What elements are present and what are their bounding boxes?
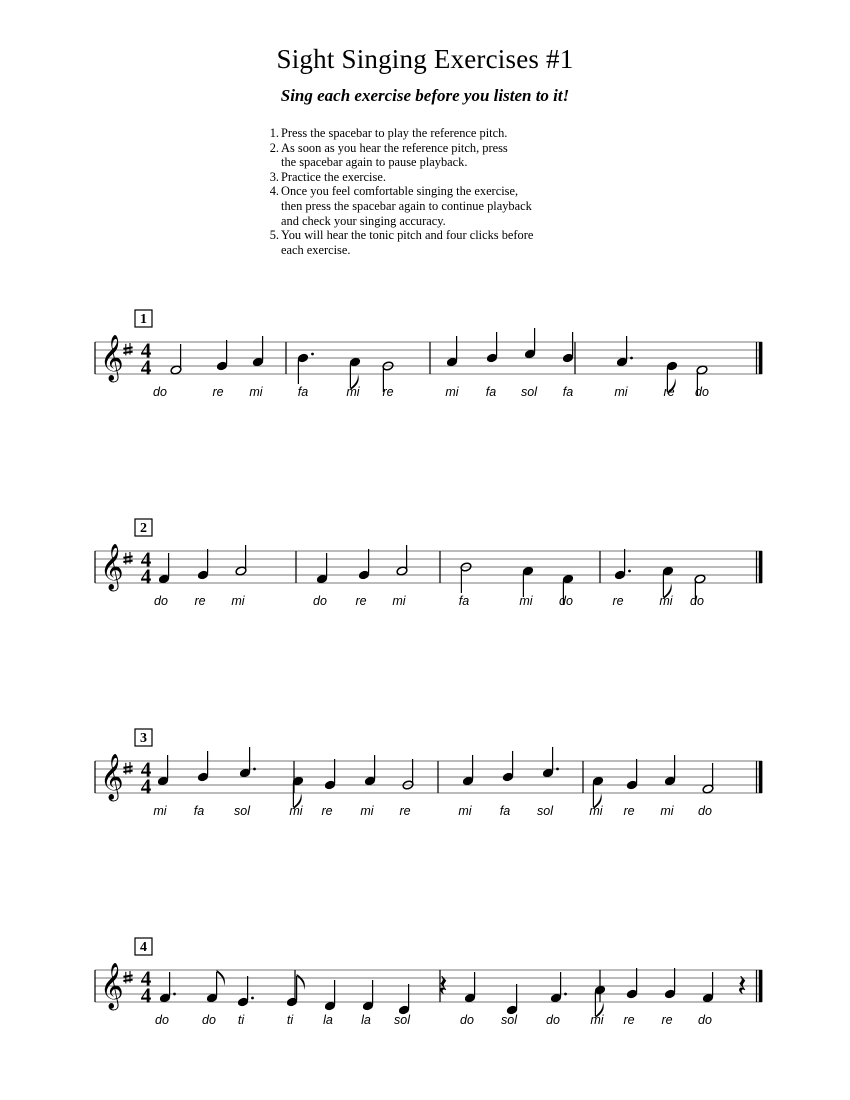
key-signature-sharp <box>123 762 132 774</box>
lyric-syllable: ti <box>237 1013 245 1027</box>
note-quarter <box>462 755 474 786</box>
lyric-syllable: fa <box>499 804 511 818</box>
note-eighth <box>206 970 225 1003</box>
lyric-syllable: do <box>155 1013 169 1027</box>
lyric-row-system-3 <box>153 804 712 818</box>
lyric-syllable: do <box>153 385 167 399</box>
quarter-rest: 𝄽 <box>737 969 747 1004</box>
lyric-syllable: re <box>212 385 224 399</box>
lyric-syllable: mi <box>360 804 374 818</box>
instruction-line: Once you feel comfortable singing the exercise, <box>281 184 519 199</box>
lyric-syllable: fa <box>297 385 309 399</box>
note-quarter <box>486 332 498 363</box>
note-quarter <box>502 751 514 782</box>
lyric-syllable: ti <box>286 1013 294 1027</box>
time-signature <box>141 967 152 1008</box>
note-quarter <box>446 336 458 367</box>
treble-clef-glyph: 𝄞 <box>100 754 124 800</box>
time-signature <box>141 758 152 799</box>
note-quarter <box>216 340 228 371</box>
lyric-syllable: mi <box>249 385 263 399</box>
instruction-number: 2. <box>269 140 279 155</box>
lyric-syllable: mi <box>659 594 673 608</box>
time-signature-beat-type: 4 <box>140 983 152 1008</box>
lyric-syllable: sol <box>234 804 250 818</box>
note-quarter <box>239 747 256 778</box>
system-4 <box>95 938 762 1018</box>
instruction-number: 5. <box>269 228 279 243</box>
note-quarter <box>616 336 633 367</box>
system-1 <box>95 310 762 396</box>
time-signature-beats: 4 <box>140 757 152 782</box>
note-quarter <box>542 747 559 778</box>
lyric-syllable: mi <box>590 1013 604 1027</box>
note-quarter <box>252 336 264 367</box>
lyric-syllable: do <box>202 1013 216 1027</box>
lyric-syllable: mi <box>614 385 628 399</box>
measure-number: 3 <box>140 731 147 746</box>
time-signature <box>141 548 152 589</box>
note-quarter <box>157 755 169 786</box>
system-2 <box>95 519 762 605</box>
instruction-line: Press the spacebar to play the reference pitch. <box>281 126 508 140</box>
note-quarter <box>297 353 314 384</box>
note-quarter <box>362 980 374 1011</box>
instruction-line: and check your singing accuracy. <box>281 213 446 228</box>
lyric-syllable: do <box>460 1013 474 1027</box>
note-quarter <box>626 968 638 999</box>
lyric-syllable: fa <box>193 804 205 818</box>
treble-clef-glyph: 𝄞 <box>100 544 124 590</box>
lyric-syllable: do <box>313 594 327 608</box>
lyric-syllable: fa <box>562 385 574 399</box>
note-quarter <box>524 328 536 359</box>
note-quarter <box>158 553 170 584</box>
lyric-syllable: do <box>695 385 709 399</box>
instruction-number: 3. <box>269 169 279 184</box>
note-quarter <box>562 332 574 363</box>
time-signature <box>141 339 152 380</box>
instruction-number: 4. <box>269 184 279 199</box>
lyric-syllable: re <box>382 385 394 399</box>
lyric-syllable: mi <box>445 385 459 399</box>
augmentation-dot <box>251 997 254 1000</box>
treble-clef-glyph: 𝄞 <box>100 963 124 1009</box>
eighth-flag <box>297 974 305 990</box>
lyric-syllable: mi <box>392 594 406 608</box>
measure-number: 4 <box>140 940 147 955</box>
lyric-syllable: do <box>698 804 712 818</box>
key-signature-sharp <box>123 971 132 983</box>
note-quarter <box>324 759 336 790</box>
lyric-syllable: re <box>661 1013 673 1027</box>
time-signature-beat-type: 4 <box>140 564 152 589</box>
final-barline-thick <box>759 970 763 1002</box>
time-signature-beat-type: 4 <box>140 355 152 380</box>
lyric-syllable: re <box>321 804 333 818</box>
note-quarter <box>316 553 328 584</box>
note-quarter <box>664 755 676 786</box>
instruction-line: each exercise. <box>281 242 351 257</box>
note-quarter <box>464 972 476 1003</box>
instruction-number: 1. <box>269 126 279 140</box>
note-quarter <box>626 759 638 790</box>
treble-clef-glyph: 𝄞 <box>100 335 124 381</box>
lyric-syllable: sol <box>501 1013 517 1027</box>
augmentation-dot <box>253 768 256 771</box>
note-half <box>702 763 714 794</box>
final-barline-thick <box>759 761 763 793</box>
lyric-syllable: mi <box>589 804 603 818</box>
note-quarter <box>522 566 534 597</box>
system-3 <box>95 729 762 809</box>
note-quarter <box>506 984 518 1015</box>
time-signature-beats: 4 <box>140 966 152 991</box>
time-signature-beats: 4 <box>140 547 152 572</box>
final-barline-thick <box>759 551 763 583</box>
lyric-row-system-1 <box>153 385 709 399</box>
note-quarter <box>197 751 209 782</box>
note-quarter <box>550 972 567 1003</box>
augmentation-dot <box>173 993 176 996</box>
lyric-syllable: mi <box>289 804 303 818</box>
lyric-syllable: re <box>623 804 635 818</box>
lyric-syllable: mi <box>660 804 674 818</box>
lyric-syllable: re <box>612 594 624 608</box>
lyric-syllable: la <box>361 1013 371 1027</box>
lyric-syllable: mi <box>458 804 472 818</box>
lyric-syllable: re <box>194 594 206 608</box>
lyric-syllable: re <box>623 1013 635 1027</box>
lyric-syllable: sol <box>537 804 553 818</box>
lyric-syllable: mi <box>346 385 360 399</box>
augmentation-dot <box>556 768 559 771</box>
lyric-syllable: sol <box>521 385 537 399</box>
note-quarter-rest <box>438 969 447 1004</box>
note-quarter <box>159 972 176 1003</box>
augmentation-dot <box>311 353 314 356</box>
note-quarter <box>358 549 370 580</box>
time-signature-beats: 4 <box>140 338 152 363</box>
note-quarter <box>398 984 410 1015</box>
lyric-syllable: mi <box>153 804 167 818</box>
lyric-syllable: la <box>323 1013 333 1027</box>
lyric-syllable: do <box>546 1013 560 1027</box>
lyric-syllable: mi <box>519 594 533 608</box>
note-quarter <box>364 755 376 786</box>
lyric-syllable: sol <box>394 1013 410 1027</box>
quarter-rest: 𝄽 <box>438 969 448 1004</box>
lyric-row-system-2 <box>154 594 704 608</box>
augmentation-dot <box>564 993 567 996</box>
instruction-line: the spacebar again to pause playback. <box>281 155 468 170</box>
page-title: Sight Singing Exercises #1 <box>276 44 574 74</box>
note-quarter <box>702 972 714 1003</box>
time-signature-beat-type: 4 <box>140 774 152 799</box>
note-quarter <box>664 968 676 999</box>
note-quarter <box>324 980 336 1011</box>
instruction-line: As soon as you hear the reference pitch, press <box>281 140 508 155</box>
instruction-line: Practice the exercise. <box>281 169 386 184</box>
lyric-syllable: do <box>559 594 573 608</box>
page-subtitle: Sing each exercise before you listen to it! <box>280 86 570 105</box>
lyric-syllable: re <box>399 804 411 818</box>
lyric-syllable: do <box>154 594 168 608</box>
note-half <box>235 545 247 576</box>
lyric-row-system-4 <box>155 1013 712 1027</box>
note-quarter-rest <box>737 969 746 1004</box>
lyric-syllable: fa <box>485 385 497 399</box>
lyric-syllable: re <box>355 594 367 608</box>
lyric-syllable: do <box>690 594 704 608</box>
measure-number: 2 <box>140 521 147 536</box>
key-signature-sharp <box>123 552 132 564</box>
lyric-syllable: mi <box>231 594 245 608</box>
key-signature-sharp <box>123 343 132 355</box>
lyric-syllable: do <box>698 1013 712 1027</box>
note-quarter <box>197 549 209 580</box>
augmentation-dot <box>630 357 633 360</box>
final-barline-thick <box>759 342 763 374</box>
note-half <box>170 344 182 375</box>
lyric-syllable: fa <box>458 594 470 608</box>
augmentation-dot <box>628 570 631 573</box>
note-half <box>396 545 408 576</box>
lyric-syllable: re <box>663 385 675 399</box>
measure-number: 1 <box>140 312 147 327</box>
instruction-line: You will hear the tonic pitch and four clicks before <box>281 228 534 243</box>
instruction-line: then press the spacebar again to continue playback <box>281 198 532 213</box>
